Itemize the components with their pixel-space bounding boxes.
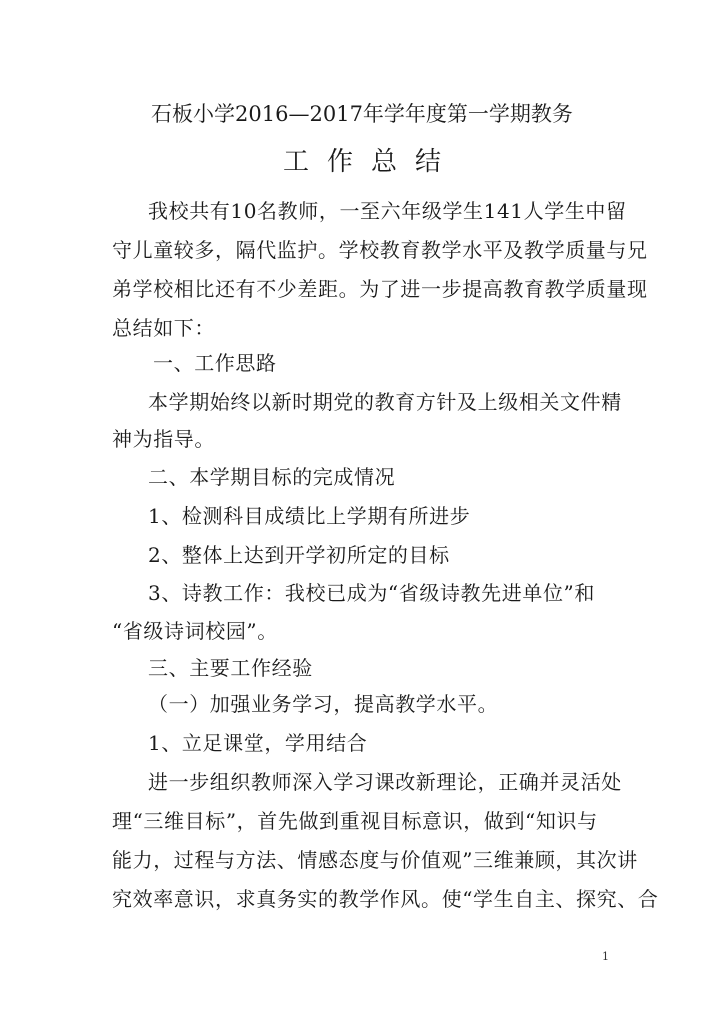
paragraph-line: 理“三维目标”，首先做到重视目标意识，做到“知识与 <box>112 809 598 833</box>
paragraph-line: 进一步组织教师深入学习课改新理论，正确并灵活处 <box>148 770 622 794</box>
paragraph-line: 究效率意识，求真务实的教学作风。使“学生自主、探究、合 <box>112 887 659 911</box>
paragraph-line: 弟学校相比还有不少差距。为了进一步提高教育教学质量现 <box>112 277 648 301</box>
document-title: 石板小学2016—2017年学年度第一学期教务 <box>151 102 573 126</box>
subsection-heading: （一）加强业务学习，提高教学水平。 <box>148 692 499 716</box>
page-number: 1 <box>602 950 609 963</box>
paragraph-line: 我校共有10名教师，一至六年级学生141人学生中留 <box>148 199 627 223</box>
section-heading: 三、主要工作经验 <box>148 656 313 680</box>
paragraph-line: 本学期始终以新时期党的教育方针及上级相关文件精 <box>148 390 622 414</box>
document-subtitle: 工作总结 <box>282 147 459 177</box>
section-heading: 一、工作思路 <box>153 351 277 375</box>
list-item: 1、检测科目成绩比上学期有所进步 <box>148 504 471 528</box>
paragraph-line: 守儿童较多，隔代监护。学校教育教学水平及教学质量与兄 <box>112 238 648 262</box>
list-item: 3、诗教工作：我校已成为“省级诗教先进单位”和 <box>148 581 595 605</box>
paragraph-line: 能力，过程与方法、情感态度与价值观”三维兼顾，其次讲 <box>112 848 638 872</box>
paragraph-line: 神为指导。 <box>112 427 215 451</box>
section-heading: 二、本学期目标的完成情况 <box>148 465 396 489</box>
list-item: 1、立足课堂，学用结合 <box>148 731 368 755</box>
list-item: 2、整体上达到开学初所定的目标 <box>148 543 450 567</box>
paragraph-line: 总结如下： <box>112 316 215 340</box>
paragraph-line: “省级诗词校园”。 <box>112 619 278 643</box>
